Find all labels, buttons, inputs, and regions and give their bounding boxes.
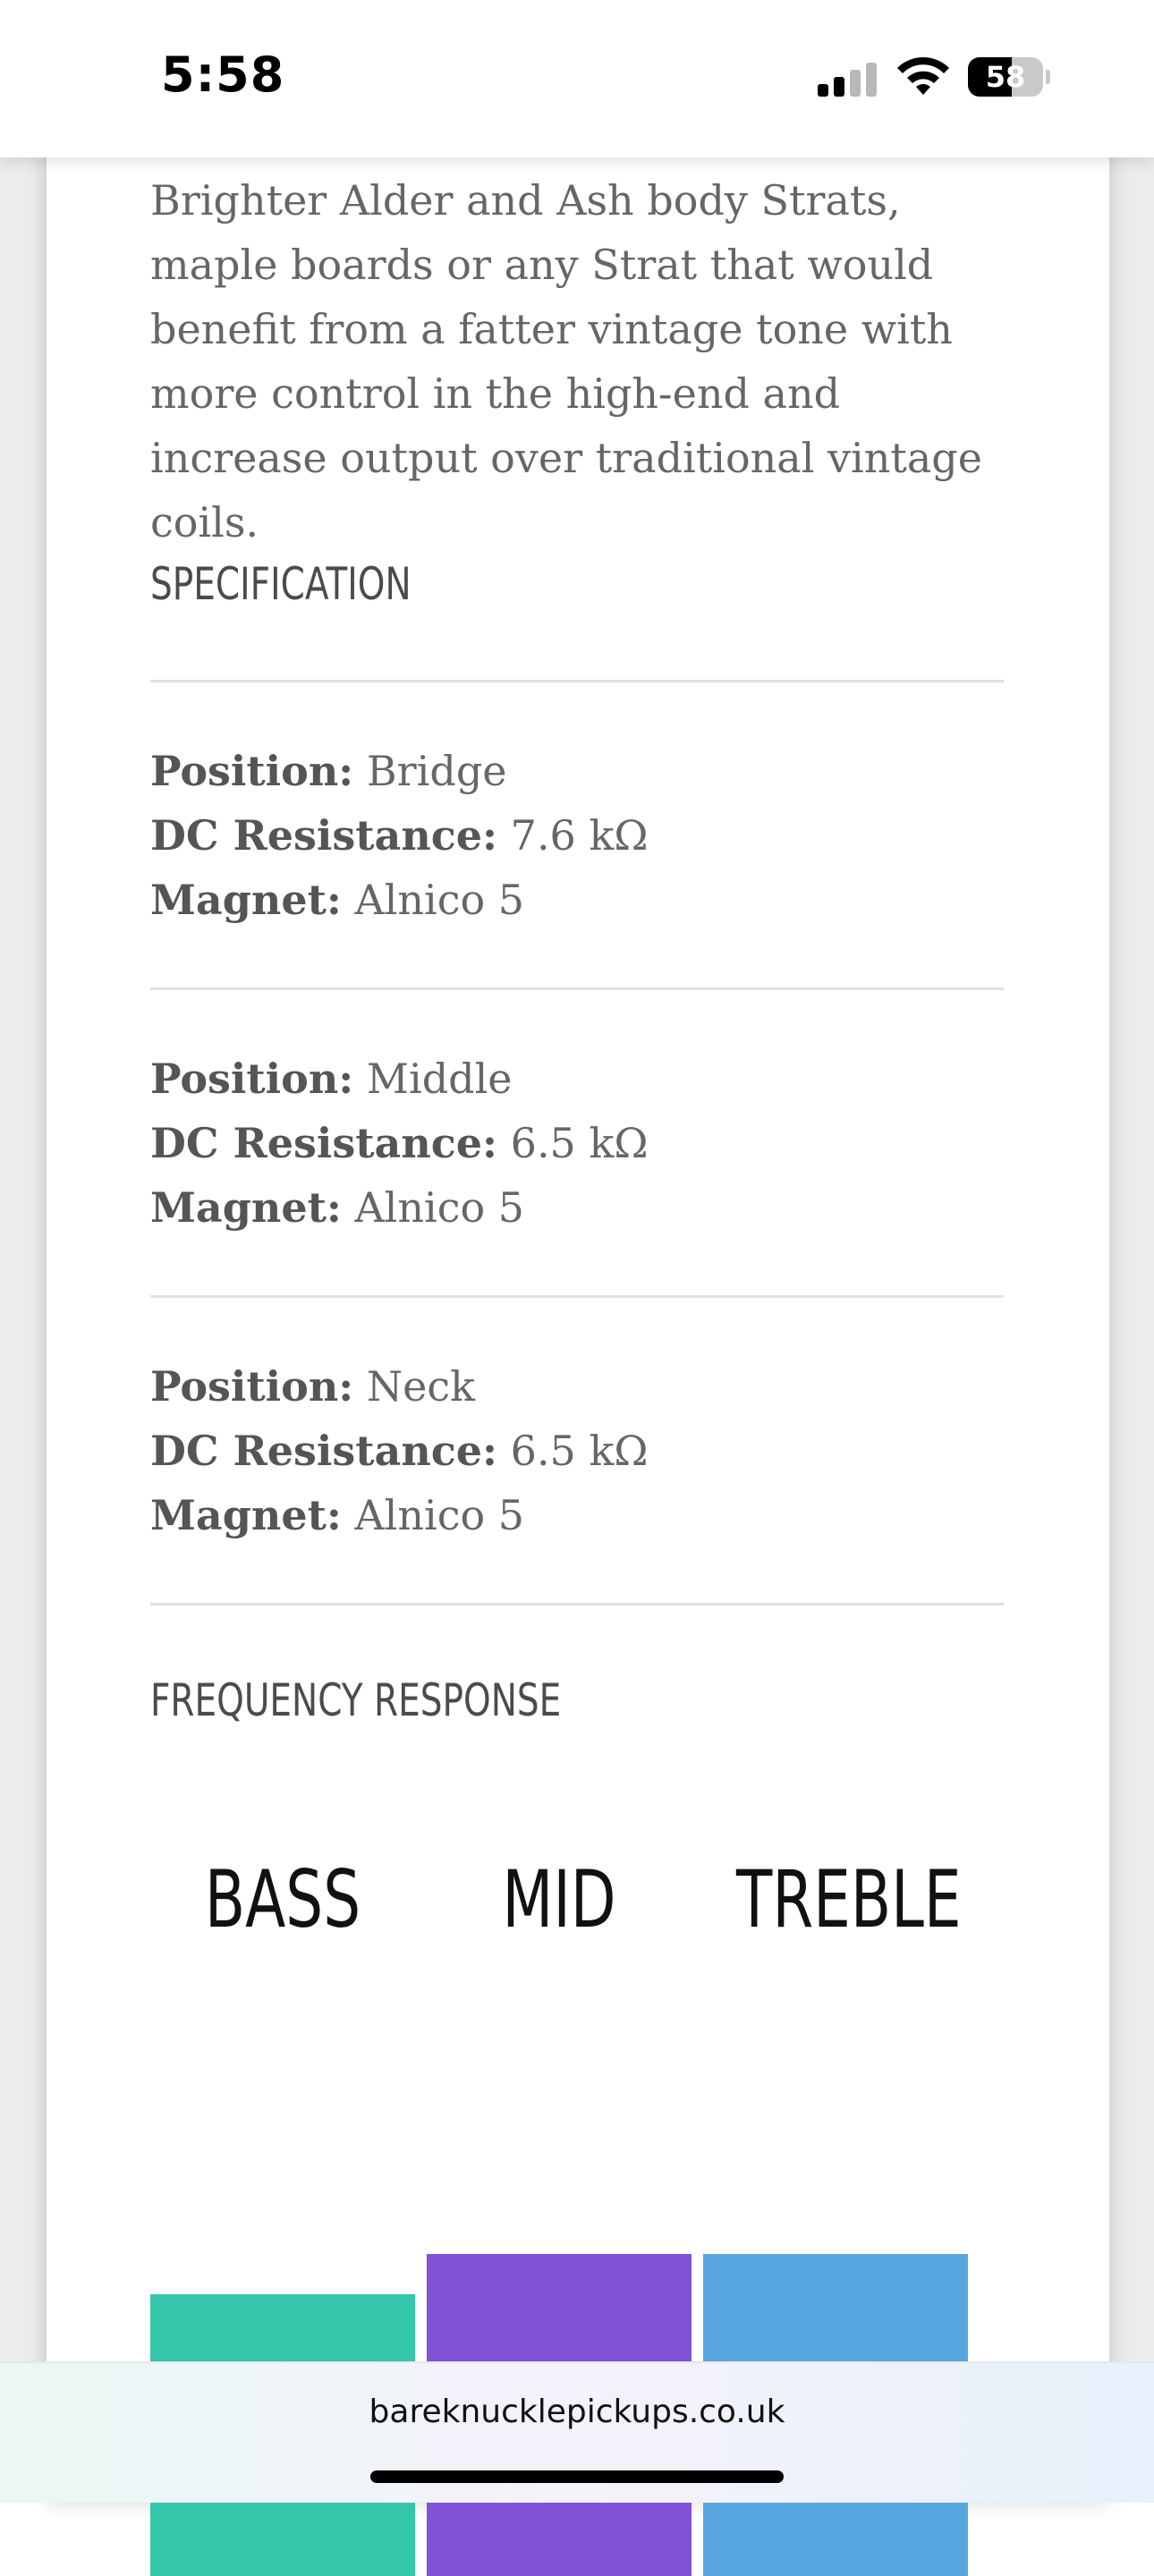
- url-text[interactable]: bareknucklepickups.co.uk: [369, 2394, 785, 2430]
- chart-label-bass: BASS: [204, 1853, 361, 1945]
- position-label: Position:: [150, 1055, 354, 1103]
- chart-label-mid: MID: [502, 1853, 616, 1945]
- spec-neck: [150, 1354, 1004, 1547]
- dc-resistance-value: 6.5 kΩ: [510, 1427, 649, 1475]
- magnet-label: Magnet:: [150, 1183, 342, 1232]
- battery-icon: [968, 57, 1050, 97]
- position-label: Position:: [150, 747, 354, 795]
- cellular-signal-icon: [818, 61, 880, 97]
- magnet-label: Magnet:: [150, 1491, 342, 1539]
- magnet-value: Alnico 5: [354, 876, 525, 924]
- magnet-label: Magnet:: [150, 876, 342, 924]
- home-indicator[interactable]: [370, 2470, 784, 2483]
- divider: [150, 680, 1004, 682]
- battery-level: 58: [985, 60, 1026, 94]
- position-value: Middle: [366, 1055, 513, 1103]
- magnet-value: Alnico 5: [354, 1491, 525, 1539]
- dc-resistance-value: 7.6 kΩ: [510, 811, 649, 860]
- position-label: Position:: [150, 1362, 354, 1411]
- product-description: Brighter Alder and Ash body Strats, maple boards or any Strat that would benefit from a fatter vintage tone with more control in the high-end and increase output over traditional vintage coils.: [150, 176, 982, 547]
- browser-address-bar[interactable]: [0, 2361, 1154, 2503]
- dc-resistance-label: DC Resistance:: [150, 811, 498, 860]
- divider: [150, 1603, 1004, 1606]
- status-bar: [0, 0, 1154, 157]
- wifi-icon: [895, 54, 952, 98]
- spec-middle: [150, 1046, 1004, 1240]
- specification-heading: SPECIFICATION: [150, 558, 412, 610]
- divider: [150, 1295, 1004, 1298]
- frequency-response-heading: FREQUENCY RESPONSE: [150, 1674, 562, 1726]
- position-value: Bridge: [366, 747, 507, 795]
- position-value: Neck: [366, 1362, 475, 1411]
- dc-resistance-label: DC Resistance:: [150, 1427, 498, 1475]
- chart-label-treble: TREBLE: [736, 1853, 962, 1945]
- dc-resistance-value: 6.5 kΩ: [510, 1119, 649, 1167]
- magnet-value: Alnico 5: [354, 1183, 525, 1232]
- clock: 5:58: [161, 47, 285, 103]
- dc-resistance-label: DC Resistance:: [150, 1119, 498, 1167]
- spec-bridge: [150, 739, 1004, 932]
- divider: [150, 987, 1004, 990]
